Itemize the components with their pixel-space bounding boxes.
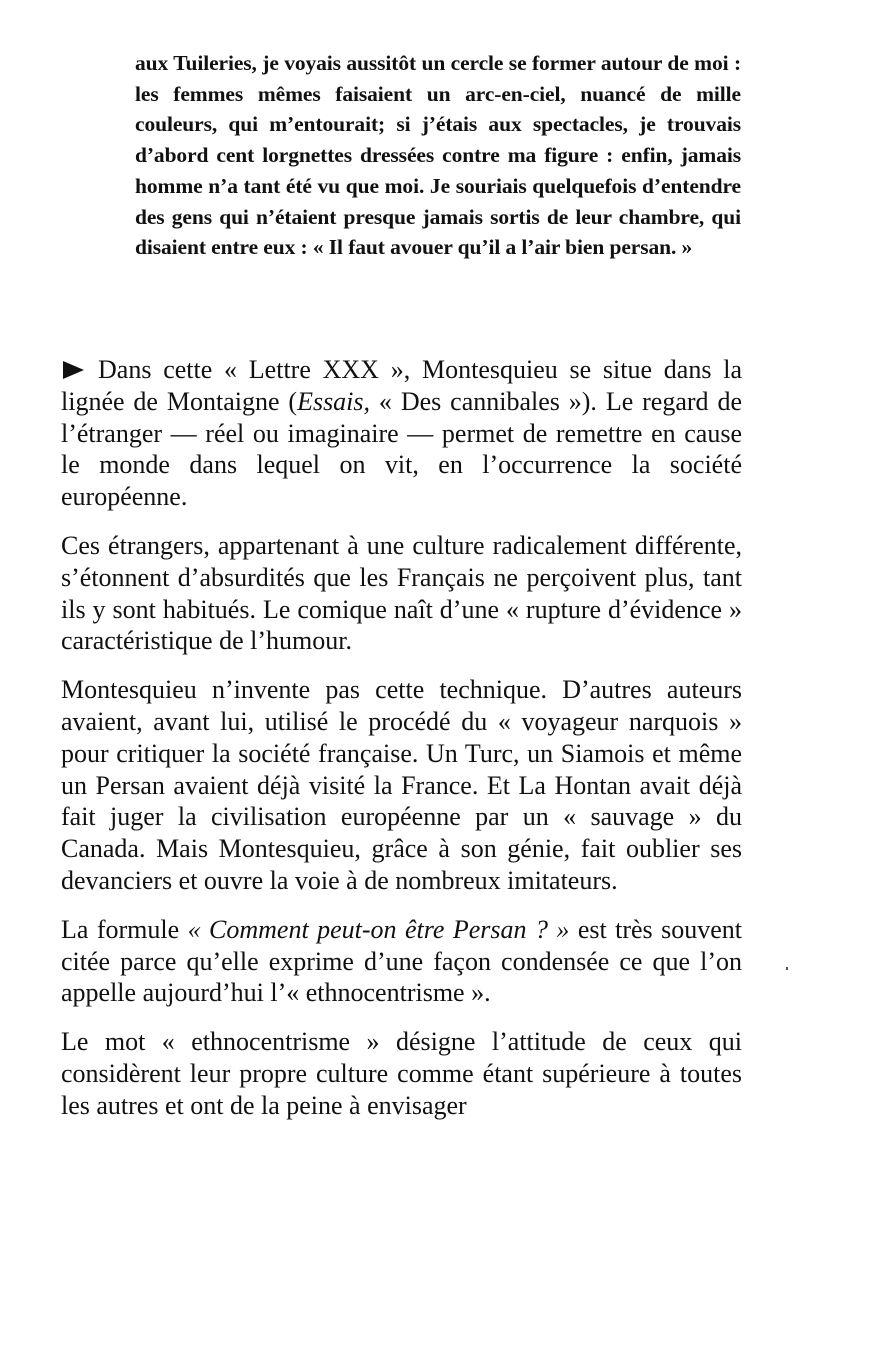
- paragraph-5: Le mot « ethnocentrisme » désigne l’attitude de ceux qui considèrent leur propre culture comme étant supérieure à toutes les autres et ont de la peine à envisager: [61, 1027, 742, 1120]
- paragraph-1-italic-title: Essais,: [297, 386, 371, 416]
- paragraph-4-italic-quote: « Comment peut-on être Persan ? »: [187, 914, 570, 944]
- paragraph-4-end: est très souvent citée parce qu’elle exprime d’une façon condensée ce que l’on appelle aujourd’hui l’« ethnocentrisme ».: [61, 914, 742, 1008]
- paragraph-2: Ces étrangers, appartenant à une culture radicalement différente, s’étonnent d’absurdités que les Français ne perçoivent plus, tant ils y sont habitués. Le comique naît d’une « rupture d’évidence » caractéristique de l’humour.: [61, 530, 742, 656]
- paragraph-3: Montesquieu n’invente pas cette technique. D’autres auteurs avaient, avant lui, utilisé le procédé du « voyageur narquois » pour critiquer la société française. Un Turc, un Siamois et même un Persan avaient déjà visité la France. Et La Hontan avait déjà fait juger la civilisation européenne par un « sauvage » du Canada. Mais Montesquieu, grâce à son génie, fait oublier ses devanciers et ouvre la voie à de nombreux imitateurs.: [61, 675, 742, 895]
- quoted-excerpt: aux Tuileries, je voyais aussitôt un cercle se former autour de moi : les femmes mêmes faisaient un arc-en-ciel, nuancé de mille couleurs, qui m’entourait; si j’étais aux spectacles, je trouvais d’abord cent lorgnettes dressées contre ma figure : enfin, jamais homme n’a tant été vu que moi. Je souriais quelquefois d’entendre des gens qui n’étaient presque jamais sortis de leur chambre, qui disaient entre eux : « Il faut avouer qu’il a l’air bien persan. »: [135, 51, 741, 260]
- paragraph-1: [61, 354, 742, 513]
- commentary-text: [61, 354, 742, 1139]
- right-pointing-triangle-icon: [63, 361, 84, 379]
- paragraph-4-start: La formule: [61, 914, 188, 944]
- paragraph-4: [61, 914, 742, 1009]
- paragraph-1-end: « Des cannibales »). Le regard de l’étranger — réel ou imaginaire — permet de remettre en cause le monde dans lequel on vit, en l’occurrence la société européenne.: [61, 386, 742, 512]
- paragraph-1-start: Dans cette « Lettre XXX », Montesquieu se situe dans la lignée de Montaigne (: [61, 355, 742, 416]
- print-speck: [786, 967, 788, 970]
